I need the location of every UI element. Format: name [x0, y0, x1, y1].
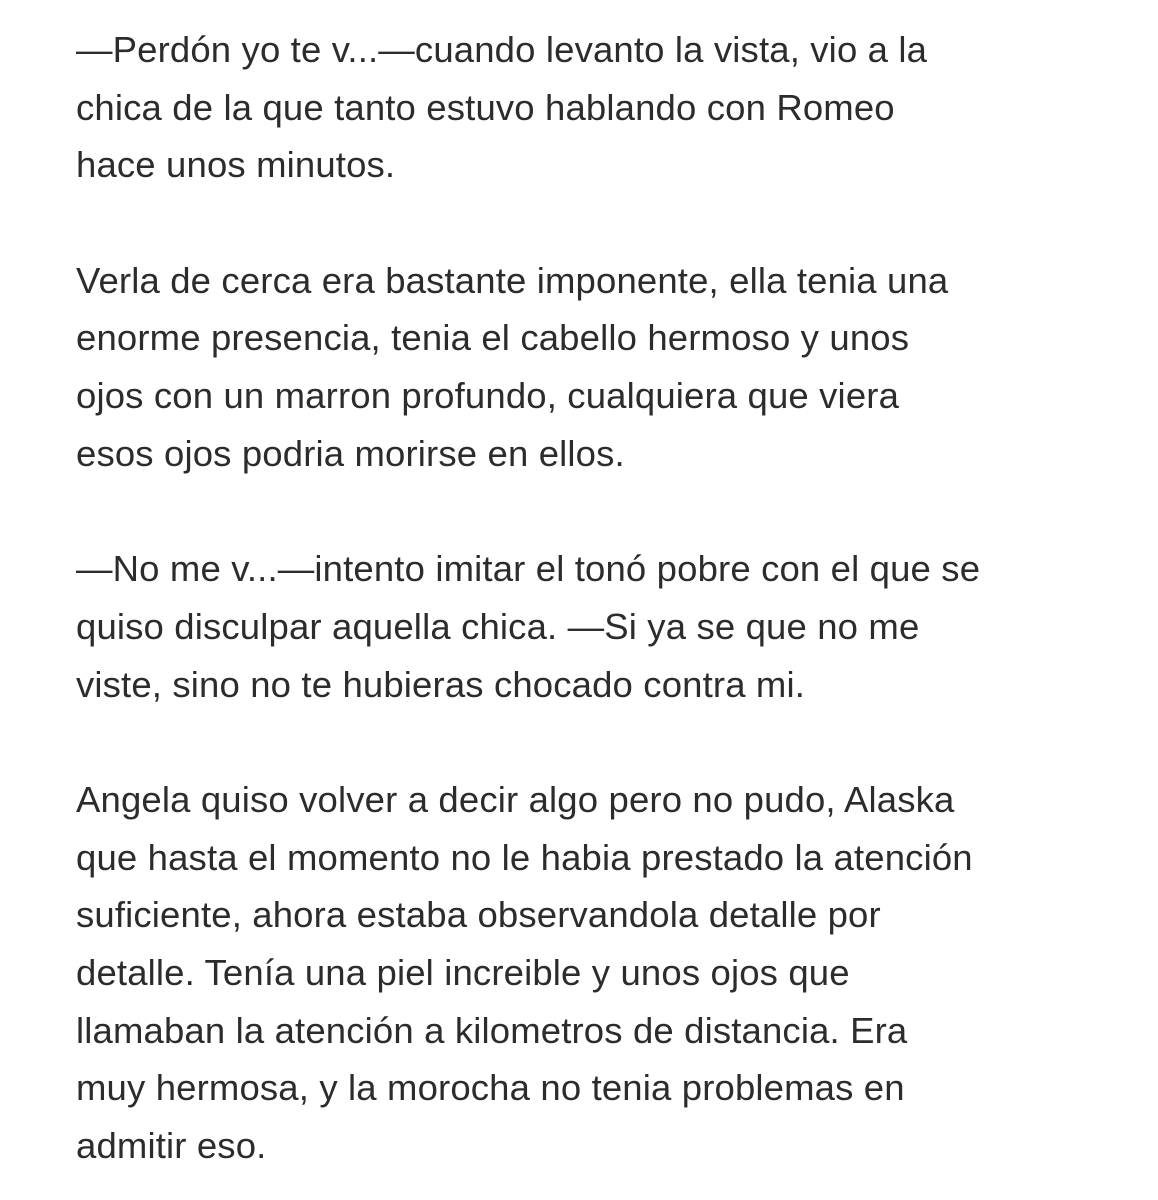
text-line: que hasta el momento no le habia prestado la atención	[76, 836, 973, 878]
text-line: viste, sino no te hubieras chocado contra mi.	[76, 663, 806, 705]
text-line: quiso disculpar aquella chica. —Si ya se que no me	[76, 605, 920, 647]
paragraph-2	[76, 252, 1136, 483]
text-line: Verla de cerca era bastante imponente, ella tenia una	[76, 259, 949, 301]
paragraph-1	[76, 21, 1136, 194]
text-line: esos ojos podria morirse en ellos.	[76, 432, 625, 474]
text-line: hace unos minutos.	[76, 144, 396, 186]
text-line: —Perdón yo te v...—cuando levanto la vista, vio a la	[76, 29, 928, 70]
text-line: enorme presencia, tenia el cabello hermoso y unos	[76, 317, 910, 359]
text-line: llamaban la atención a kilometros de distancia. Era	[76, 1009, 908, 1051]
paragraph-3	[76, 540, 1136, 713]
text-line: suficiente, ahora estaba observandola detalle por	[76, 894, 881, 936]
text-line: chica de la que tanto estuvo hablando con Romeo	[76, 86, 895, 128]
paragraph-gap	[76, 194, 1136, 252]
note-body	[76, 21, 1136, 1175]
text-line: detalle. Tenía una piel increible y unos ojos que	[76, 952, 850, 993]
paragraph-gap	[76, 483, 1136, 541]
text-line: ojos con un marron profundo, cualquiera que viera	[76, 375, 900, 417]
text-line: —No me v...—intento imitar el tonó pobre con el que se	[76, 548, 981, 590]
paragraph-gap	[76, 713, 1136, 771]
text-line: muy hermosa, y la morocha no tenia problemas en	[76, 1067, 905, 1109]
text-line: admitir eso.	[76, 1125, 267, 1167]
paragraph-4	[76, 771, 1136, 1175]
text-line: Angela quiso volver a decir algo pero no pudo, Alaska	[76, 778, 955, 820]
